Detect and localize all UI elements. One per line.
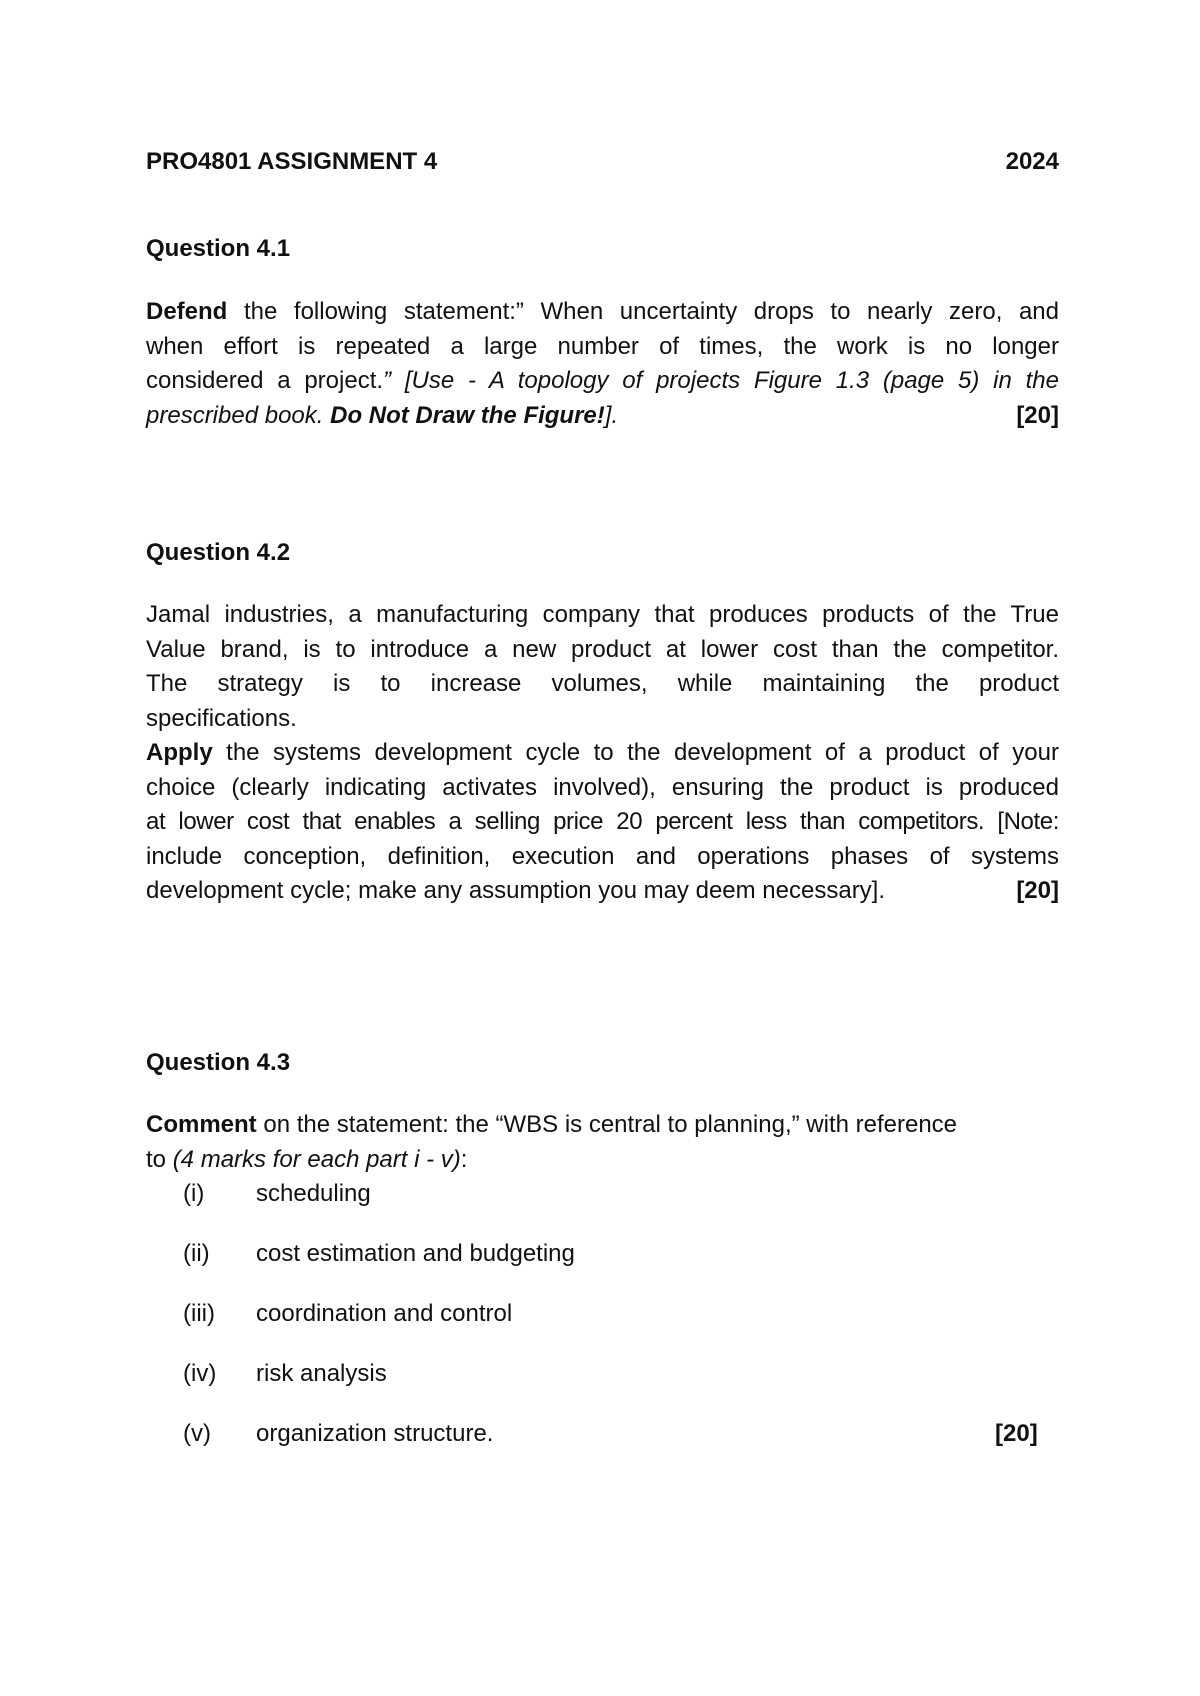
list-item-number: (iii) — [183, 1300, 215, 1327]
q2-line-8: include conception, definition, execution and operations phases of systems — [146, 842, 1059, 870]
q1-marks: [20] — [1016, 401, 1059, 429]
list-item-number: (iv) — [183, 1360, 217, 1387]
q2-line-9: development cycle; make any assumption you may deem necessary]. [20] — [146, 874, 1059, 909]
q1-verb: Defend — [146, 298, 228, 325]
q2-line-5: Apply the systems development cycle to the development of a product of your — [146, 739, 1059, 766]
q1-line-4: prescribed book. Do Not Draw the Figure!]. [20] — [146, 399, 1059, 434]
q2-line-2: Value brand, is to introduce a new product at lower cost than the competitor. — [146, 635, 1059, 663]
list-item-number: (ii) — [183, 1240, 210, 1267]
q3-marks: [20] — [995, 1420, 1038, 1447]
q3-verb: Comment — [146, 1111, 257, 1138]
q2-line-3: The strategy is to increase volumes, while maintaining the product — [146, 670, 1059, 697]
list-item-number: (v) — [183, 1420, 211, 1447]
question-4-1-title: Question 4.1 — [146, 235, 291, 262]
q2-verb: Apply — [146, 739, 213, 766]
list-item-text: scheduling — [256, 1180, 371, 1207]
q2-line-4: specifications. — [146, 704, 297, 732]
assignment-year: 2024 — [1005, 148, 1059, 175]
list-item-text: risk analysis — [256, 1360, 387, 1387]
q1-line-3: considered a project.” [Use - A topology of projects Figure 1.3 (page 5) in the — [146, 367, 1059, 394]
q3-line-1: Comment on the statement: the “WBS is central to planning,” with reference — [146, 1111, 958, 1138]
question-4-3-body — [146, 1108, 1046, 1177]
list-item-text: organization structure. — [256, 1420, 494, 1447]
question-4-3-title: Question 4.3 — [146, 1049, 291, 1076]
q1-line-2: when effort is repeated a large number of times, the work is no longer — [146, 332, 1059, 360]
q2-line-1: Jamal industries, a manufacturing company that produces products of the True — [146, 601, 1059, 628]
document-header — [146, 145, 1059, 180]
q2-line-7: at lower cost that enables a selling price 20 percent less than competitors. [Note: — [146, 808, 1059, 835]
question-4-2-title: Question 4.2 — [146, 539, 291, 566]
q2-line-6: choice (clearly indicating activates involved), ensuring the product is produced — [146, 773, 1059, 801]
question-4-1-body — [146, 295, 1059, 433]
list-item-number: (i) — [183, 1180, 205, 1207]
list-item-text: coordination and control — [256, 1300, 513, 1327]
q2-marks: [20] — [1016, 877, 1059, 904]
assignment-title: PRO4801 ASSIGNMENT 4 — [146, 148, 438, 175]
list-item-text: cost estimation and budgeting — [256, 1240, 575, 1267]
q3-line-2: to (4 marks for each part i - v): — [146, 1145, 468, 1173]
q1-line-1: Defend the following statement:” When uncertainty drops to nearly zero, and — [146, 298, 1059, 325]
question-4-2-body — [146, 598, 1059, 909]
